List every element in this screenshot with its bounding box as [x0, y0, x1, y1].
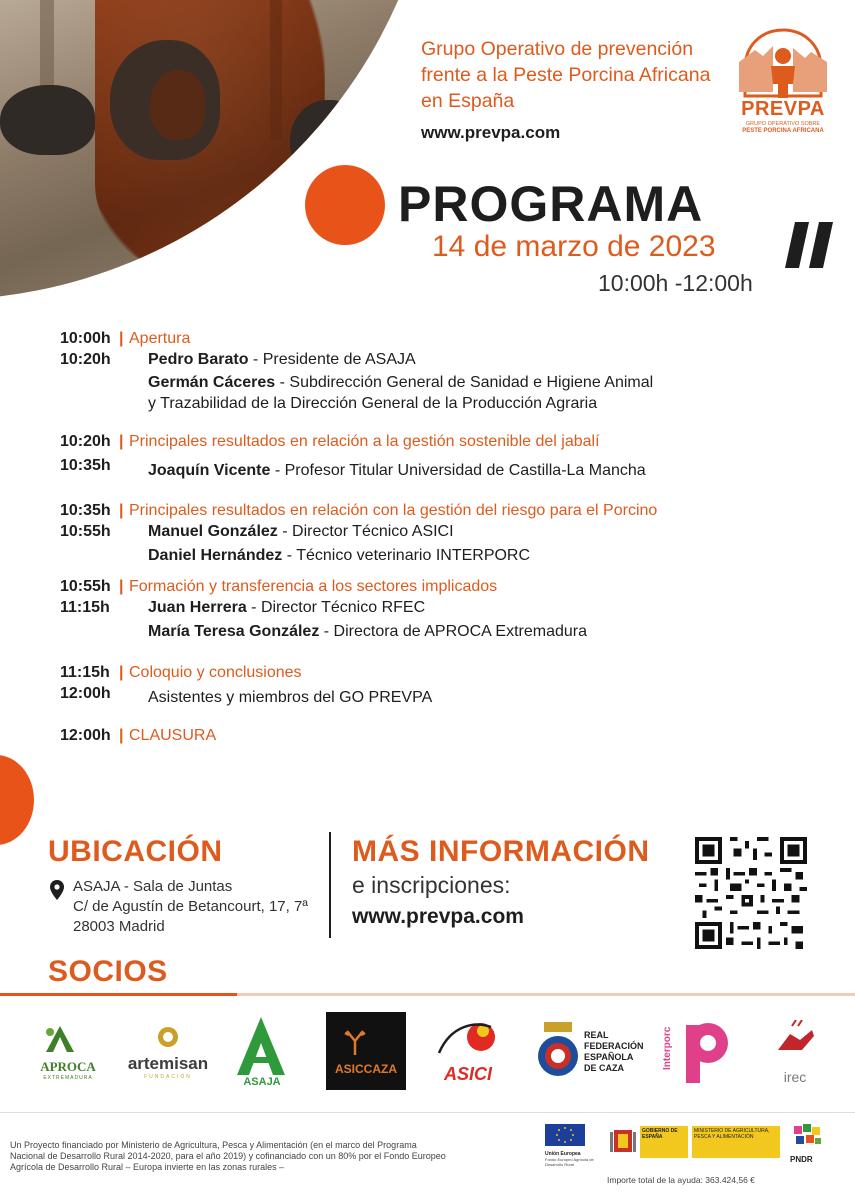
partner-name: Interporc — [662, 1026, 673, 1070]
speaker — [148, 372, 653, 393]
speaker — [148, 349, 416, 370]
decorative-orange-circle-left — [0, 755, 34, 845]
speaker-role: - Director Técnico RFEC — [246, 599, 426, 616]
partner-name: irec — [783, 1068, 807, 1085]
speaker — [148, 460, 646, 481]
speaker-name: Germán Cáceres — [148, 374, 276, 391]
partner-logo-interporc — [660, 1012, 740, 1092]
footer-divider — [0, 1112, 855, 1113]
speaker-name: Joaquín Vicente — [148, 462, 271, 479]
end-time: 12:00h — [60, 685, 111, 702]
location-address — [73, 877, 308, 937]
address-line: 28003 Madrid — [73, 918, 165, 935]
more-info-url[interactable]: www.prevpa.com — [352, 905, 524, 928]
logo-subtitle-bold: PESTE PORCINA AFRICANA — [742, 128, 824, 134]
partner-logo-asaja — [232, 1012, 292, 1092]
session-participants: Asistentes y miembros del GO PREVPA — [148, 689, 433, 706]
partner-logo-asici — [428, 1012, 508, 1092]
page-title: PROGRAMA — [398, 176, 704, 232]
speaker — [148, 521, 454, 542]
partner-logo-asiccaza — [326, 1012, 406, 1090]
pndr-label: PNDR — [790, 1155, 813, 1164]
partner-logo-rfec — [535, 1012, 645, 1092]
start-time: 12:00h — [60, 727, 111, 744]
start-time: 10:35h — [60, 502, 111, 519]
qr-code[interactable] — [695, 837, 807, 949]
partner-name: APROCA — [40, 1058, 96, 1074]
partner-name: ASAJA — [243, 1075, 281, 1088]
prevpa-logo — [733, 22, 833, 142]
eu-logo — [545, 1124, 605, 1167]
speaker-role: - Presidente de ASAJA — [248, 351, 416, 368]
start-time: 10:20h — [60, 433, 111, 450]
end-time: 10:20h — [60, 351, 111, 368]
speaker — [148, 597, 425, 618]
partner-logo-artemisan — [122, 1012, 214, 1092]
agenda-item — [60, 725, 820, 746]
spain-government-logo — [610, 1124, 780, 1164]
session-heading: CLAUSURA — [129, 727, 217, 744]
speaker-role: - Directora de APROCA Extremadura — [319, 623, 587, 640]
speaker-role: - Director Técnico ASICI — [277, 523, 454, 540]
agenda-item — [60, 431, 820, 479]
session-heading: Apertura — [129, 330, 191, 347]
start-time: 11:15h — [60, 664, 110, 681]
organization-url[interactable]: www.prevpa.com — [421, 123, 561, 142]
deer-icon — [335, 1027, 375, 1057]
spain-coat-of-arms-icon — [610, 1126, 636, 1156]
speaker-name: Juan Herrera — [148, 599, 247, 616]
eu-flag-icon — [545, 1124, 585, 1146]
quote-marks-icon — [785, 222, 835, 268]
separator: | — [119, 502, 124, 519]
aproca-leaf-icon — [40, 1024, 80, 1054]
address-line: ASAJA - Sala de Juntas — [73, 878, 233, 895]
speaker — [148, 545, 530, 566]
logo-subtitle: GRUPO OPERATIVO SOBRE — [745, 121, 821, 127]
separator: | — [119, 433, 124, 450]
speaker-role: - Profesor Titular Universidad de Castilla-La Mancha — [270, 462, 646, 479]
more-info-title: MÁS INFORMACIÓN — [352, 835, 650, 868]
pndr-logo — [790, 1124, 830, 1174]
location-title: UBICACIÓN — [48, 835, 223, 868]
partners-divider-accent — [0, 993, 237, 996]
artemisan-sun-icon — [122, 1025, 214, 1049]
session-heading: Coloquio y conclusiones — [129, 664, 302, 681]
map-pin-icon — [50, 880, 64, 900]
agenda-item — [60, 662, 820, 704]
session-heading: Principales resultados en relación a la gestión sostenible del jabalí — [129, 433, 600, 450]
speaker-role-continued: y Trazabilidad de la Dirección General de la Producción Agraria — [148, 395, 598, 412]
end-time: 11:15h — [60, 599, 110, 616]
partner-logo-content — [237, 1017, 287, 1088]
separator: | — [119, 727, 124, 744]
partner-logo-aproca — [28, 1012, 108, 1092]
asici-globe-icon — [433, 1019, 503, 1059]
prevpa-emblem-icon — [733, 22, 833, 100]
speaker-name: María Teresa González — [148, 623, 320, 640]
partner-name: artemisan — [127, 1053, 209, 1073]
total-aid-amount: Importe total de la ayuda: 363.424,56 € — [607, 1175, 755, 1185]
logo-name: PREVPA — [741, 98, 825, 120]
speaker-role: - Técnico veterinario INTERPORC — [282, 547, 531, 564]
start-time: 10:55h — [60, 578, 111, 595]
partner-name: ASICI — [443, 1064, 492, 1084]
agenda — [60, 328, 820, 746]
asaja-a-icon — [237, 1017, 287, 1077]
eu-fund: Fondo Europeo Agrícola de Desarrollo Rural — [545, 1157, 594, 1167]
end-time: 10:55h — [60, 523, 111, 540]
agenda-item — [60, 500, 820, 566]
event-date: 14 de marzo de 2023 — [432, 230, 716, 263]
partner-sub: EXTREMADURA — [43, 1074, 93, 1081]
ministry-label: MINISTERIO DE AGRICULTURA, PESCA Y ALIMENTACIÓN — [692, 1126, 780, 1158]
partner-logo-content — [40, 1024, 96, 1081]
partner-logo-irec — [765, 1012, 825, 1092]
pndr-mosaic-icon — [790, 1124, 824, 1150]
separator: | — [119, 664, 124, 681]
partner-logo-content — [770, 1020, 820, 1085]
partner-logo-content — [433, 1019, 503, 1085]
vertical-divider — [329, 832, 331, 938]
rfec-crest-icon — [536, 1022, 580, 1082]
separator: | — [119, 578, 124, 595]
funding-notice: Un Proyecto financiado por Ministerio de Agricultura, Pesca y Alimentación (en el marco del Programa Nacional de Desarrollo Rural 2014-2020, para el año 2019) y cofinanciado con un 80% por el Fondo Europeo Agrícola de Desarrollo Rural – Europa invierte en las zonas rurales – — [10, 1140, 446, 1172]
speaker — [148, 621, 587, 642]
partner-name: ASICCAZA — [335, 1061, 397, 1076]
session-heading: Formación y transferencia a los sectores implicados — [129, 578, 498, 595]
partner-logo-content — [335, 1027, 397, 1076]
speaker-name: Daniel Hernández — [148, 547, 283, 564]
event-time: 10:00h -12:00h — [598, 270, 753, 296]
partner-sub: FUNDACIÓN — [144, 1073, 192, 1080]
session-heading: Principales resultados en relación con la gestión del riesgo para el Porcino — [129, 502, 658, 519]
end-time: 10:35h — [60, 457, 111, 474]
organization-title: Grupo Operativo de prevención frente a la Peste Porcina Africana en España — [421, 38, 711, 112]
speaker-role: - Subdirección General de Sanidad e Higiene Animal — [275, 374, 654, 391]
gov-label: GOBIERNO DE ESPAÑA — [640, 1126, 688, 1158]
eu-label: Unión Europea — [545, 1151, 581, 1157]
address-line: C/ de Agustín de Betancourt, 17, 7ª — [73, 898, 308, 915]
separator: | — [119, 330, 124, 347]
partners-title: SOCIOS — [48, 955, 168, 988]
interporc-p-icon — [664, 1019, 736, 1085]
more-info-subtitle: e inscripciones: — [352, 872, 511, 898]
agenda-item — [60, 576, 820, 642]
agenda-item — [60, 328, 820, 414]
start-time: 10:00h — [60, 330, 111, 347]
partner-name: REAL FEDERACIÓN ESPAÑOLA DE CAZA — [584, 1030, 644, 1073]
hero-photo-wild-boars — [0, 0, 400, 300]
speaker-name: Manuel González — [148, 523, 278, 540]
decorative-orange-circle — [305, 165, 385, 245]
speaker-name: Pedro Barato — [148, 351, 249, 368]
partner-logo-content — [122, 1025, 214, 1080]
irec-animals-icon — [770, 1020, 820, 1064]
